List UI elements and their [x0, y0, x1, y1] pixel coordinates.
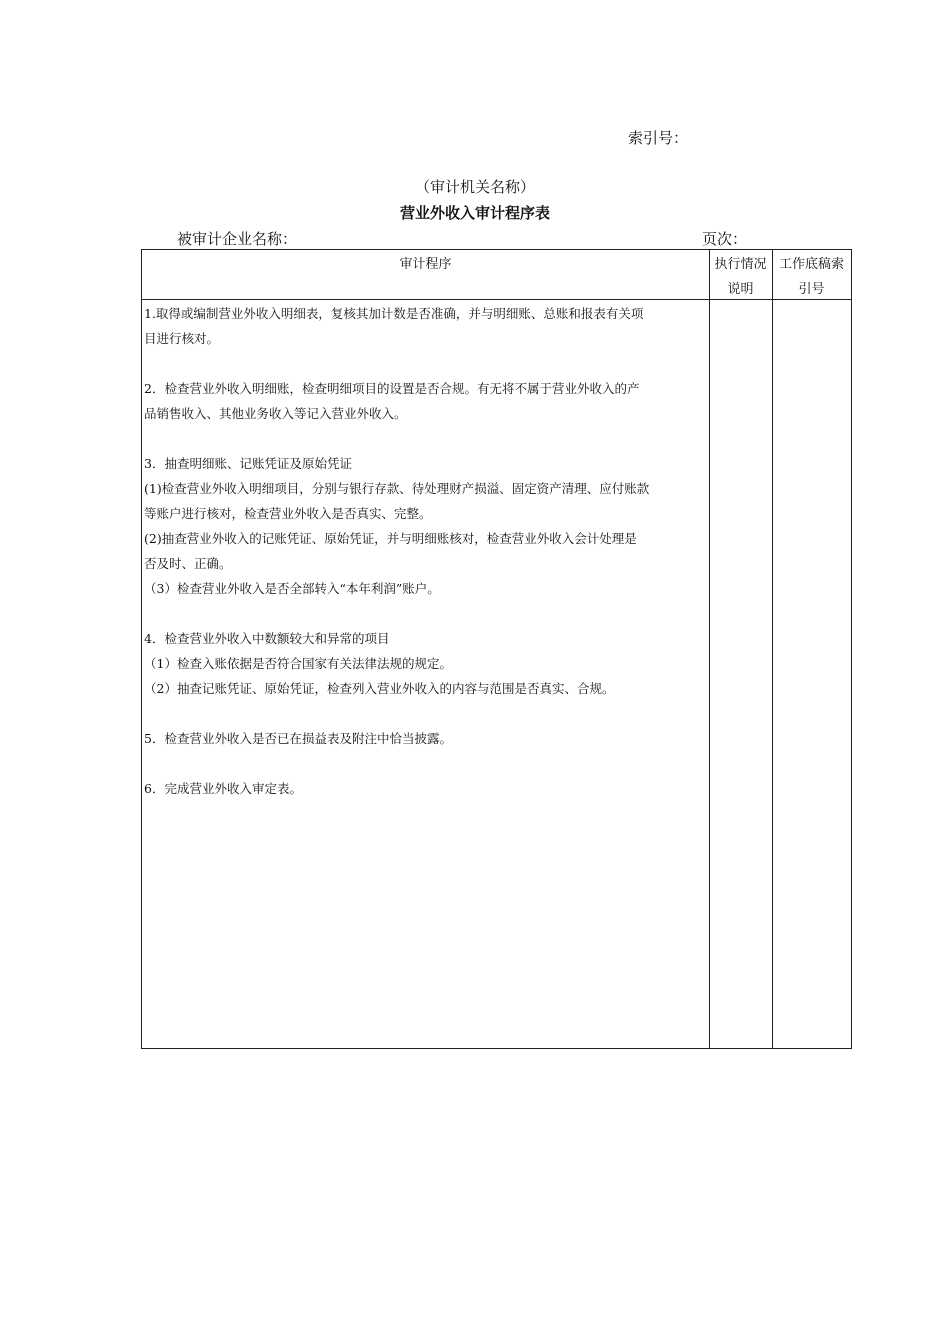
- header-audit-procedure: 审计程序: [399, 257, 452, 272]
- procedure-spacer: [144, 601, 708, 626]
- audit-org-name: （审计机关名称）: [414, 178, 535, 196]
- audited-company-label: 被审计企业名称：: [177, 230, 298, 248]
- procedure-line: 5．检查营业外收入是否已在损益表及附注中恰当披露。: [144, 731, 452, 746]
- procedure-spacer: [144, 351, 708, 376]
- audit-procedure-table: [141, 249, 852, 1049]
- header-workpaper-index: 工作底稿索 引号: [778, 257, 844, 297]
- procedure-spacer: [144, 751, 708, 776]
- column-divider: [772, 250, 773, 1048]
- procedure-line: 品销售收入、其他业务收入等记入营业外收入。: [144, 406, 407, 421]
- procedure-line: （3）检查营业外收入是否全部转入“本年利润”账户。: [144, 581, 440, 596]
- procedure-line: (1)检查营业外收入明细项目，分别与银行存款、待处理财产损溢、固定资产清理、应付账款: [144, 481, 650, 496]
- procedure-line: （2）抽查记账凭证、原始凭证，检查列入营业外收入的内容与范围是否真实、合规。: [144, 681, 615, 696]
- procedure-line: 1.取得或编制营业外收入明细表，复核其加计数是否准确，并与明细账、总账和报表有关项: [144, 306, 644, 321]
- procedure-line: 等账户进行核对，检查营业外收入是否真实、完整。: [144, 506, 432, 521]
- procedure-line: 否及时、正确。: [144, 556, 232, 571]
- procedure-spacer: [144, 701, 708, 726]
- header-execution-notes: 执行情况 说明: [714, 257, 767, 297]
- procedure-line: 6．完成营业外收入审定表。: [144, 781, 302, 796]
- procedure-spacer: [144, 426, 708, 451]
- procedure-line: 4．检查营业外收入中数额较大和异常的项目: [144, 631, 390, 646]
- procedure-line: (2)抽查营业外收入的记账凭证、原始凭证，并与明细账核对，检查营业外收入会计处理是: [144, 531, 637, 546]
- index-number-label: 索引号：: [628, 129, 689, 147]
- page-number-label: 页次：: [702, 230, 748, 248]
- procedure-line: （1）检查入账依据是否符合国家有关法律法规的规定。: [144, 656, 452, 671]
- procedure-line: 2．检查营业外收入明细账，检查明细项目的设置是否合规。有无将不属于营业外收入的产: [144, 381, 640, 396]
- column-divider: [709, 250, 710, 1048]
- page-title: 营业外收入审计程序表: [399, 204, 550, 222]
- procedure-line: 目进行核对。: [144, 331, 220, 346]
- procedure-line: 3．抽查明细账、记账凭证及原始凭证: [144, 456, 352, 471]
- procedure-text: [144, 301, 708, 801]
